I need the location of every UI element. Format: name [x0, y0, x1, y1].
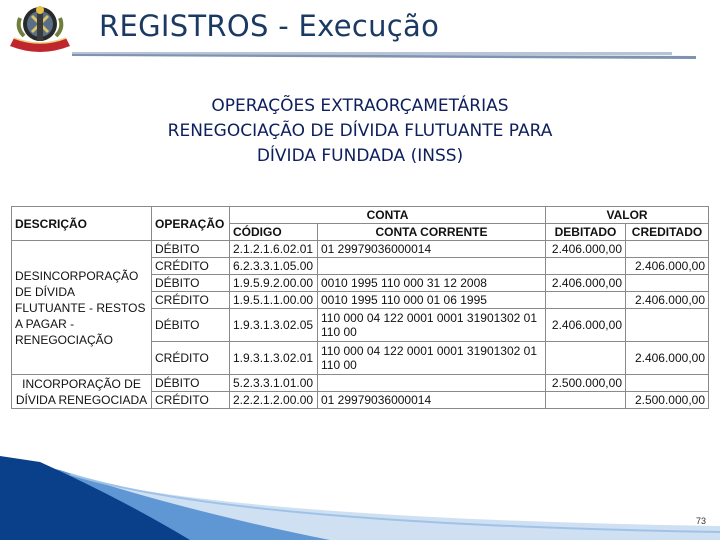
group-description-desincorporacao: DESINCORPORAÇÃO DE DÍVIDA FLUTUANTE - RESTOS A PAGAR - RENEGOCIAÇÃO: [12, 241, 152, 375]
cell-creditado: [626, 375, 709, 392]
cell-conta-corrente: 01 29979036000014: [318, 241, 546, 258]
cell-creditado: 2.500.000,00: [626, 392, 709, 409]
cell-operacao: DÉBITO: [152, 275, 230, 292]
cell-debitado: 2.406.000,00: [546, 275, 626, 292]
cell-creditado: [626, 241, 709, 258]
cell-conta-corrente: [318, 258, 546, 275]
cell-debitado: 2.406.000,00: [546, 309, 626, 342]
page-number: 73: [695, 516, 706, 526]
registros-table: [11, 206, 709, 409]
title-underline: [72, 50, 696, 59]
cell-debitado: [546, 392, 626, 409]
table-row: [12, 375, 709, 392]
state-emblem-logo: [6, 2, 74, 56]
cell-conta-corrente: 01 29979036000014: [318, 392, 546, 409]
cell-debitado: 2.500.000,00: [546, 375, 626, 392]
header-conta-corrente: CONTA CORRENTE: [318, 224, 546, 241]
cell-operacao: CRÉDITO: [152, 258, 230, 275]
cell-debitado: [546, 292, 626, 309]
cell-conta-corrente: 110 000 04 122 0001 0001 31901302 01 110 00: [318, 309, 546, 342]
cell-creditado: [626, 275, 709, 292]
cell-conta-corrente: 110 000 04 122 0001 0001 31901302 01 110 00: [318, 342, 546, 375]
header-descricao: DESCRIÇÃO: [12, 207, 152, 241]
header-conta: CONTA: [230, 207, 546, 224]
cell-operacao: CRÉDITO: [152, 292, 230, 309]
cell-codigo: 6.2.3.3.1.05.00: [230, 258, 318, 275]
cell-creditado: 2.406.000,00: [626, 342, 709, 375]
cell-debitado: [546, 258, 626, 275]
cell-codigo: 1.9.3.1.3.02.01: [230, 342, 318, 375]
cell-conta-corrente: [318, 375, 546, 392]
cell-debitado: [546, 342, 626, 375]
cell-codigo: 2.2.2.1.2.00.00: [230, 392, 318, 409]
cell-codigo: 1.9.5.9.2.00.00: [230, 275, 318, 292]
cell-conta-corrente: 0010 1995 110 000 31 12 2008: [318, 275, 546, 292]
section-subtitle: [60, 94, 660, 169]
cell-operacao: CRÉDITO: [152, 342, 230, 375]
header-operacao: OPERAÇÃO: [152, 207, 230, 241]
cell-conta-corrente: 0010 1995 110 000 01 06 1995: [318, 292, 546, 309]
cell-codigo: 2.1.2.1.6.02.01: [230, 241, 318, 258]
table-row: [12, 241, 709, 258]
cell-operacao: CRÉDITO: [152, 392, 230, 409]
header-debitado: DEBITADO: [546, 224, 626, 241]
cell-operacao: DÉBITO: [152, 241, 230, 258]
cell-operacao: DÉBITO: [152, 375, 230, 392]
cell-debitado: 2.406.000,00: [546, 241, 626, 258]
subtitle-line-1: OPERAÇÕES EXTRAORÇAMETÁRIAS: [211, 96, 509, 116]
cell-codigo: 1.9.3.1.3.02.05: [230, 309, 318, 342]
cell-creditado: 2.406.000,00: [626, 292, 709, 309]
header-valor: VALOR: [546, 207, 709, 224]
cell-operacao: DÉBITO: [152, 309, 230, 342]
subtitle-line-2: RENEGOCIAÇÃO DE DÍVIDA FLUTUANTE PARA: [167, 121, 553, 141]
cell-codigo: 5.2.3.3.1.01.00: [230, 375, 318, 392]
cell-creditado: 2.406.000,00: [626, 258, 709, 275]
table-header-row: [12, 207, 709, 224]
header-codigo: CÓDIGO: [230, 224, 318, 241]
group-description-incorporacao: INCORPORAÇÃO DE DÍVIDA RENEGOCIADA: [12, 375, 152, 409]
cell-codigo: 1.9.5.1.1.00.00: [230, 292, 318, 309]
page-title: REGISTROS - Execução: [99, 9, 440, 43]
header-creditado: CREDITADO: [626, 224, 709, 241]
subtitle-line-3: DÍVIDA FUNDADA (INSS): [256, 146, 464, 166]
footer-wave-decoration: [0, 448, 720, 540]
cell-creditado: [626, 309, 709, 342]
